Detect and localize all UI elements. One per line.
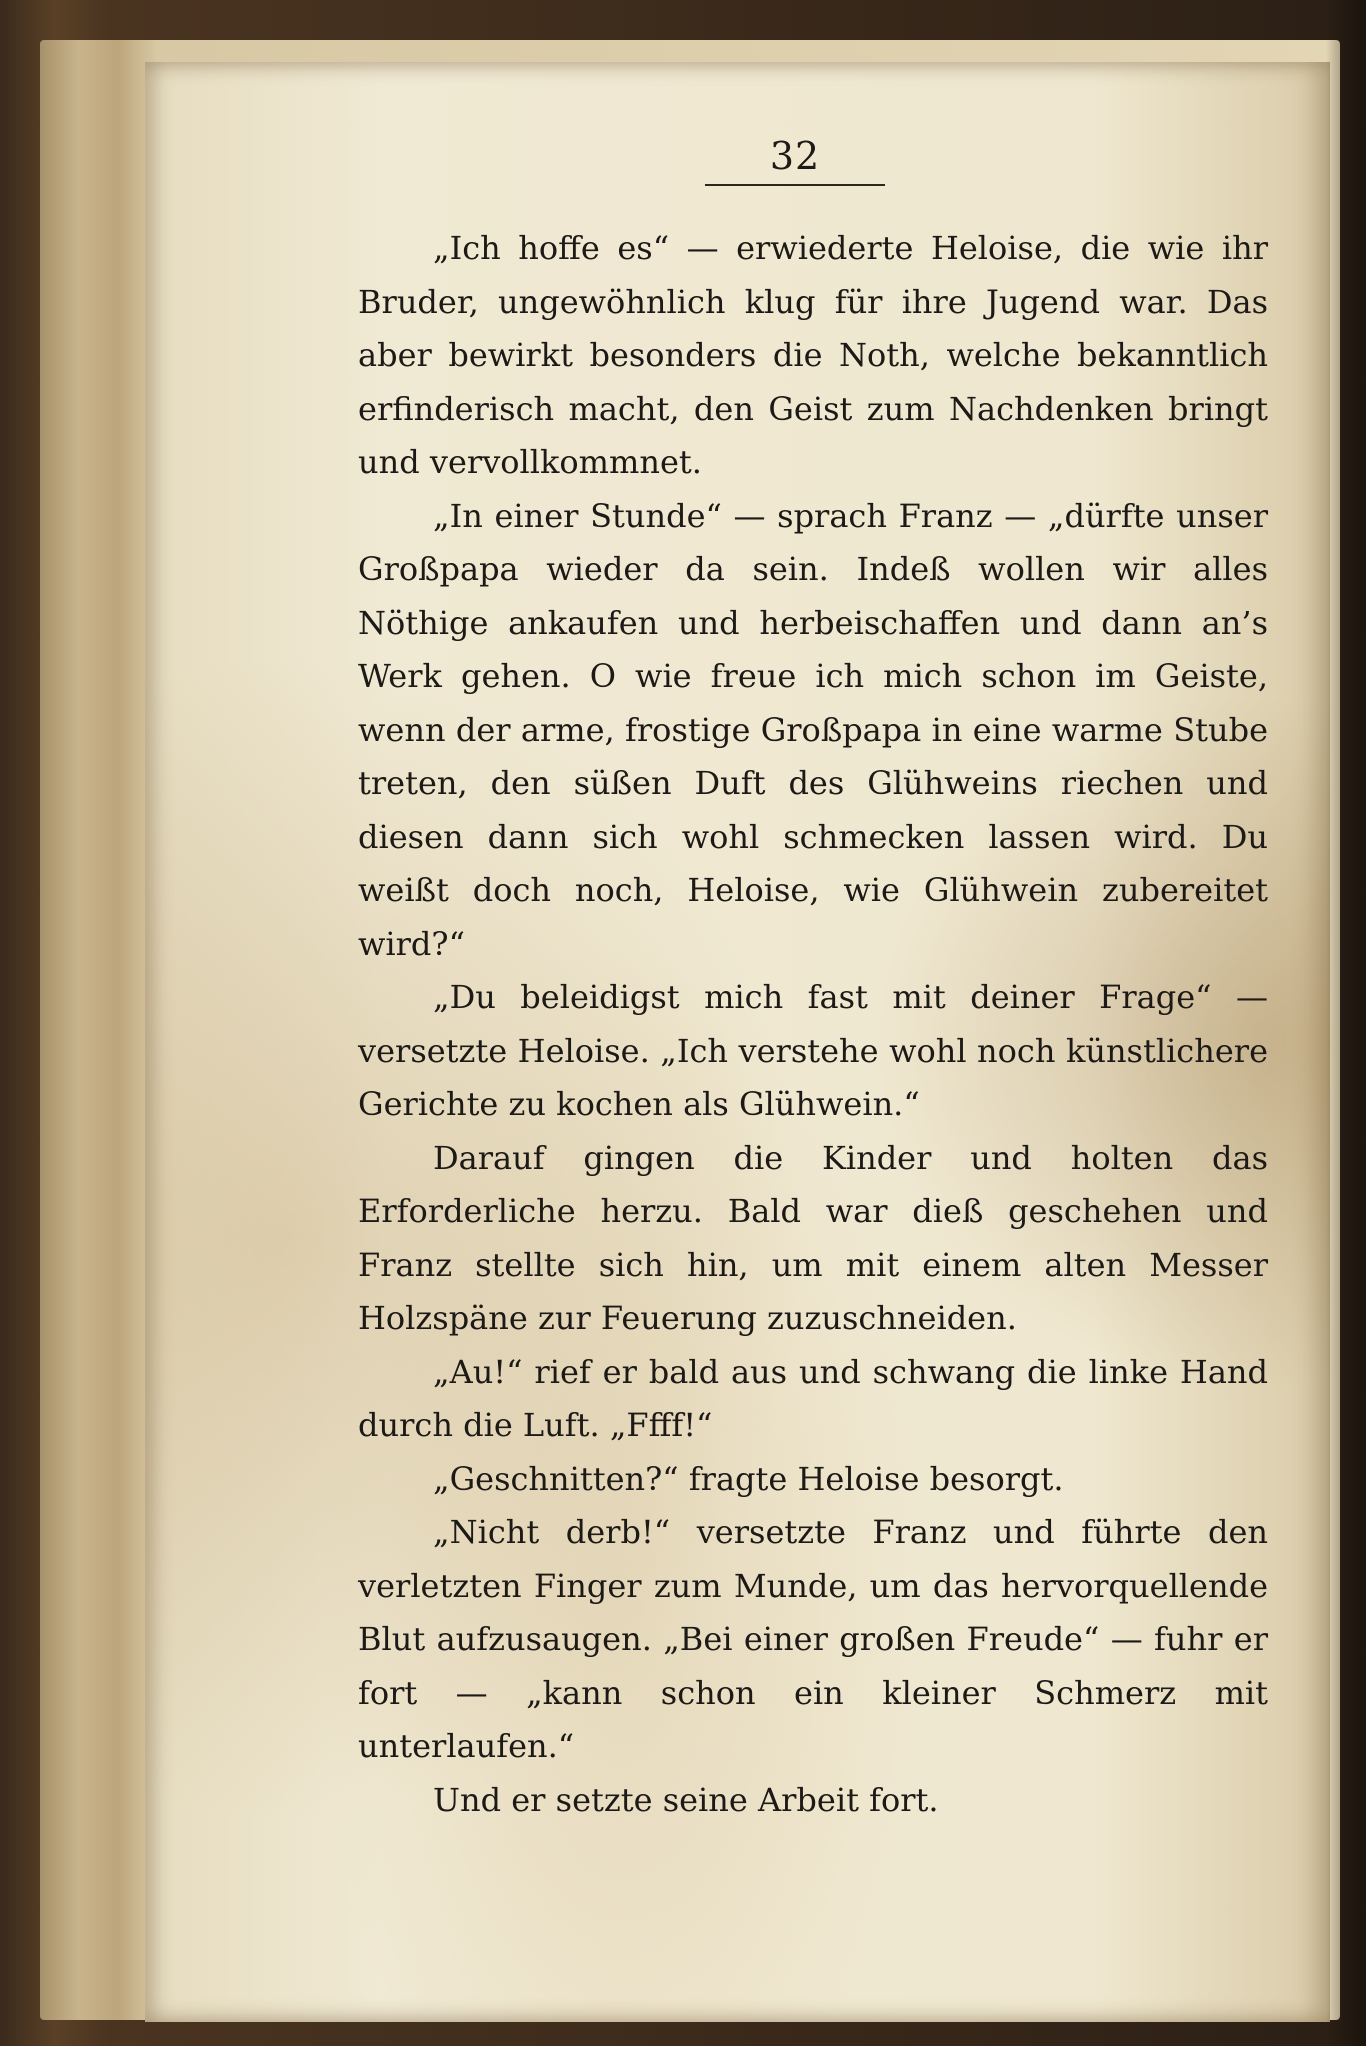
page-number-rule bbox=[705, 184, 885, 186]
page-edge-shadow bbox=[1326, 0, 1366, 2046]
paragraph: „Du beleidigst mich fast mit deiner Frage“ — versetzte Heloise. „Ich verstehe wohl noch künstlichere Gerichte zu kochen als Glühwein.“ bbox=[358, 978, 1268, 1123]
paragraph: „Geschnitten?“ fragte Heloise besorgt. bbox=[433, 1459, 1064, 1498]
book-page bbox=[145, 62, 1330, 2022]
paragraph: Darauf gingen die Kinder und holten das Erforderliche herzu. Bald war dieß geschehen und Franz stellte sich hin, um mit einem alten Messer Holzspäne zur Feuerung zuzuschneiden. bbox=[358, 1138, 1268, 1337]
paragraph: Und er setzte seine Arbeit fort. bbox=[433, 1780, 939, 1819]
paragraph: „In einer Stunde“ — sprach Franz — „dürfte unser Großpapa wieder da sein. Indeß wollen wir alles Nöthige ankaufen und herbeischaffen und dann an’s Werk gehen. O wie freue ich mich schon im Geiste, wenn der arme, frostige Großpapa in eine warme Stube treten, den süßen Duft des Glühweins riechen und diesen dann sich wohl schmecken lassen wird. Du weißt doch noch, Heloise, wie Glühwein zubereitet wird?“ bbox=[358, 496, 1268, 963]
body-text bbox=[358, 222, 1268, 1827]
paragraph: „Nicht derb!“ versetzte Franz und führte den verletzten Finger zum Munde, um das hervorquellende Blut aufzusaugen. „Bei einer großen Freude“ — fuhr er fort — „kann schon ein kleiner Schmerz mit unterlaufen.“ bbox=[358, 1513, 1268, 1765]
paragraph: „Ich hoffe es“ — erwiederte Heloise, die wie ihr Bruder, ungewöhnlich klug für ihre Jugend war. Das aber bewirkt besonders die Noth, welche bekanntlich erfinderisch macht, den Geist zum Nachdenken bringt und vervollkommnet. bbox=[358, 229, 1268, 481]
paragraph: „Au!“ rief er bald aus und schwang die linke Hand durch die Luft. „Ffff!“ bbox=[358, 1352, 1268, 1444]
page-number: 32 bbox=[769, 134, 821, 178]
